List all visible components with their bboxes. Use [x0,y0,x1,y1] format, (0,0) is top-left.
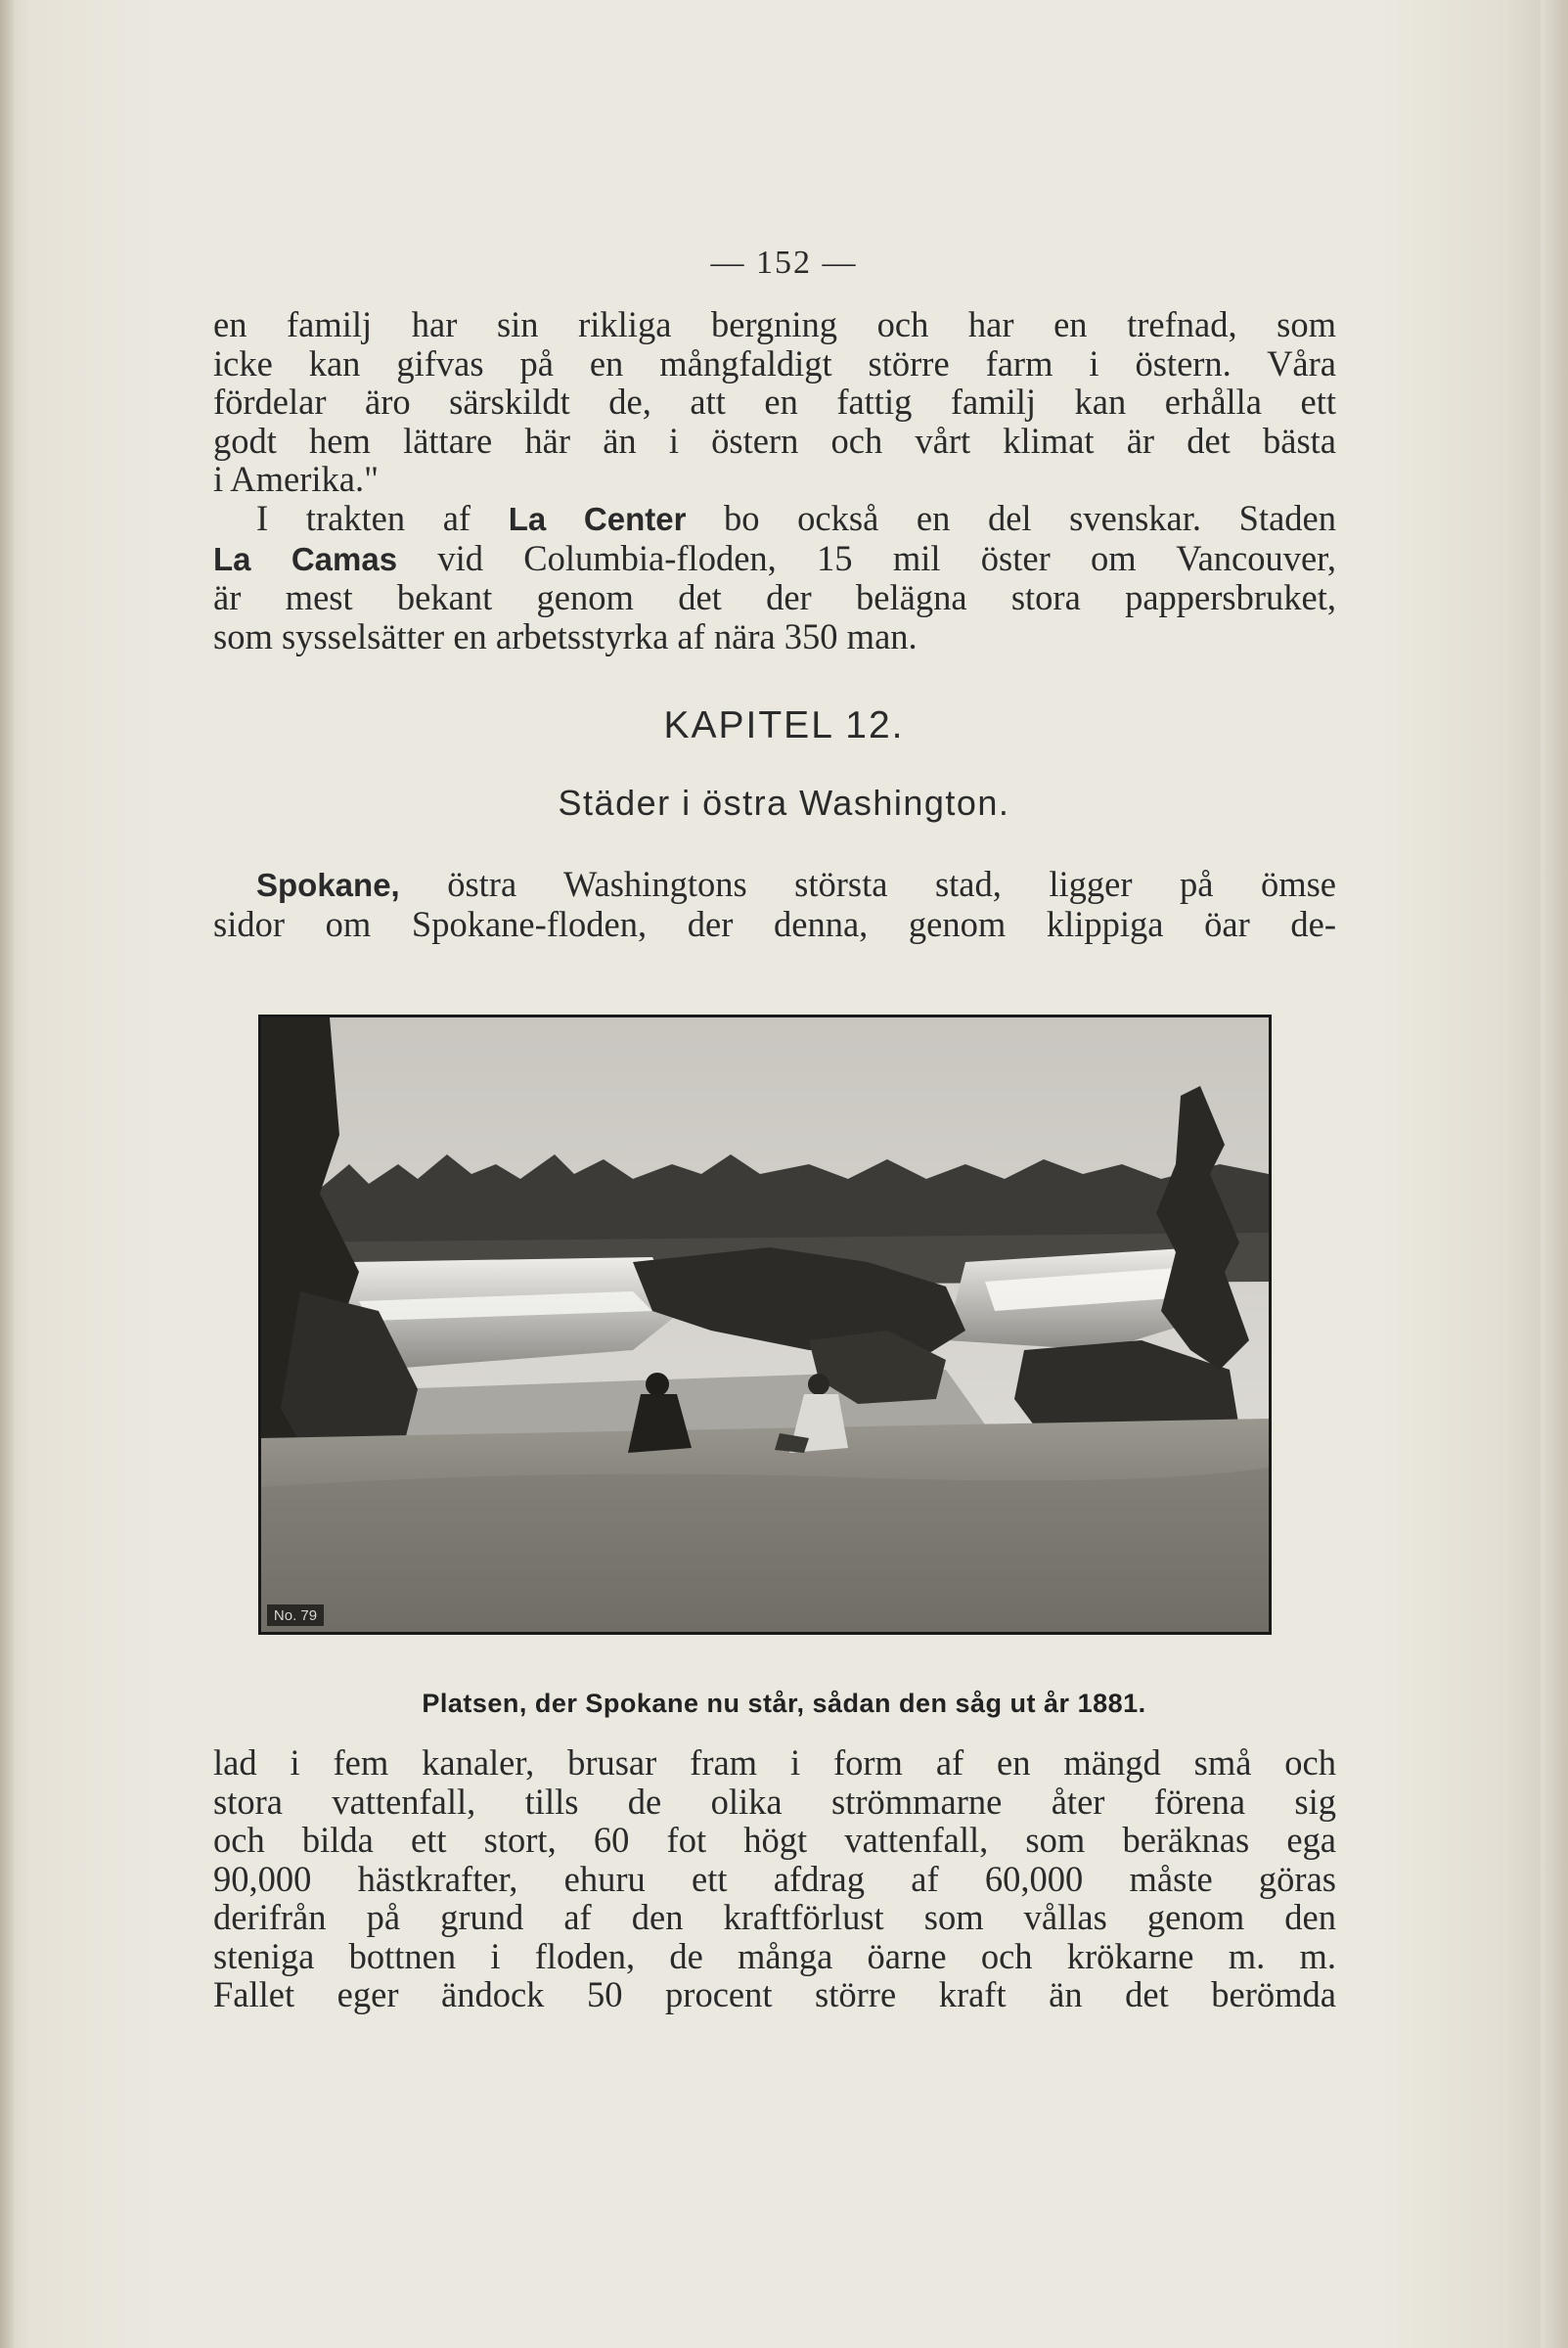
text-line: som sysselsätter en arbetsstyrka af nära 350 man. [213,615,918,656]
page-edge [1541,0,1568,2348]
text-line [213,539,1336,579]
place-name-la-camas: La Camas [213,540,398,577]
chapter-title: Städer i östra Washington. [558,783,1010,823]
text-line: 90,000 hästkrafter, ehuru ett afdrag af 60,000 måste göras [213,1858,1336,1899]
text-line: steniga bottnen i floden, de många öarne och krökarne m. m. [213,1935,1336,1976]
plate-label: No. 79 [273,1607,318,1624]
text-line: sidor om Spokane-floden, der denna, genom klippiga öar de- [213,903,1336,944]
text-line: är mest bekant genom det der belägna stora pappersbruket, [213,577,1336,617]
page-number: — 152 — [710,245,858,281]
paragraph-2 [213,499,1336,655]
text-line [213,499,1336,539]
paragraph-4 [213,1743,1336,2014]
text-fragment: I trakten af [256,498,509,538]
text-line: stora vattenfall, tills de olika strömmarne åter förena sig [213,1781,1336,1822]
text-line: godt hem lättare här än i östern och vårt klimat är det bästa [213,420,1336,461]
text-line: lad i fem kanaler, brusar fram i form af en mängd små och [213,1742,1336,1783]
chapter-heading: KAPITEL 12. [663,704,905,746]
text-line: och bilda ett stort, 60 fot högt vattenfall, som beräknas ega [213,1820,1336,1860]
text-line: fördelar äro särskildt de, att en fattig familj kan erhålla ett [213,382,1336,422]
text-fragment: östra Washingtons största stad, ligger på ömse [399,864,1336,904]
text-fragment: bo också en del svenskar. Staden [686,498,1336,538]
photo-illustration [261,1017,1269,1632]
figure-caption: Platsen, der Spokane nu står, sådan den såg ut år 1881. [422,1689,1146,1718]
text-fragment: vid Columbia-floden, 15 mil öster om Vancouver, [397,537,1336,578]
paragraph-1 [213,305,1336,499]
place-name-spokane: Spokane, [256,867,400,903]
text-line: i Amerika." [213,459,379,499]
text-line: en familj har sin rikliga bergning och har en trefnad, som [213,304,1336,344]
text-line: icke kan gifvas på en mångfaldigt större farm i östern. Våra [213,342,1336,384]
text-line: Fallet eger ändock 50 procent större kraft än det berömda [213,1974,1336,2014]
paragraph-3 [213,865,1336,943]
place-name-la-center: La Center [508,501,687,537]
binding-gutter [0,0,14,2348]
text-line: derifrån på grund af den kraftförlust som vållas genom den [213,1897,1336,1937]
photograph-spokane-falls [258,1015,1272,1635]
text-line [213,865,1336,905]
